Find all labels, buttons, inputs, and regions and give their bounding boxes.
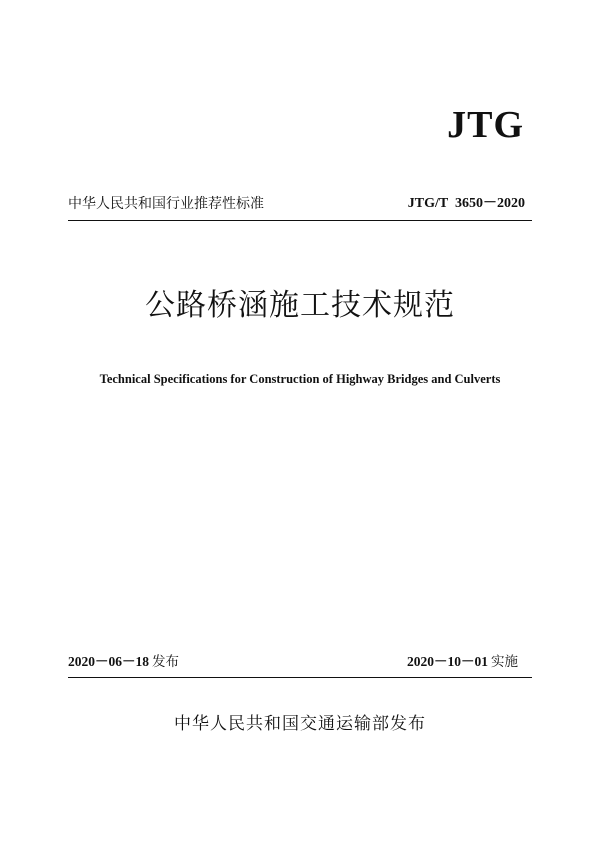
- standard-type: 中华人民共和国行业推荐性标准: [68, 196, 264, 212]
- publisher: 中华人民共和国交通运输部发布: [174, 714, 426, 734]
- document-title-english: Technical Specifications for Construction of Highway Bridges and Culverts: [99, 372, 501, 386]
- jtg-logo: JTG: [447, 104, 524, 146]
- issue-date-line: [68, 655, 179, 670]
- standard-code: JTG/T 3650－2020: [407, 196, 525, 211]
- footer-divider: [68, 677, 532, 678]
- effective-label: 实施: [491, 654, 518, 670]
- issue-date: 2020－06－18: [68, 654, 149, 669]
- header-divider: [68, 220, 532, 221]
- effective-date-line: [407, 655, 518, 670]
- issue-label: 发布: [152, 654, 179, 670]
- document-title-chinese: 公路桥涵施工技术规范: [145, 288, 455, 323]
- effective-date: 2020－10－01: [407, 654, 488, 669]
